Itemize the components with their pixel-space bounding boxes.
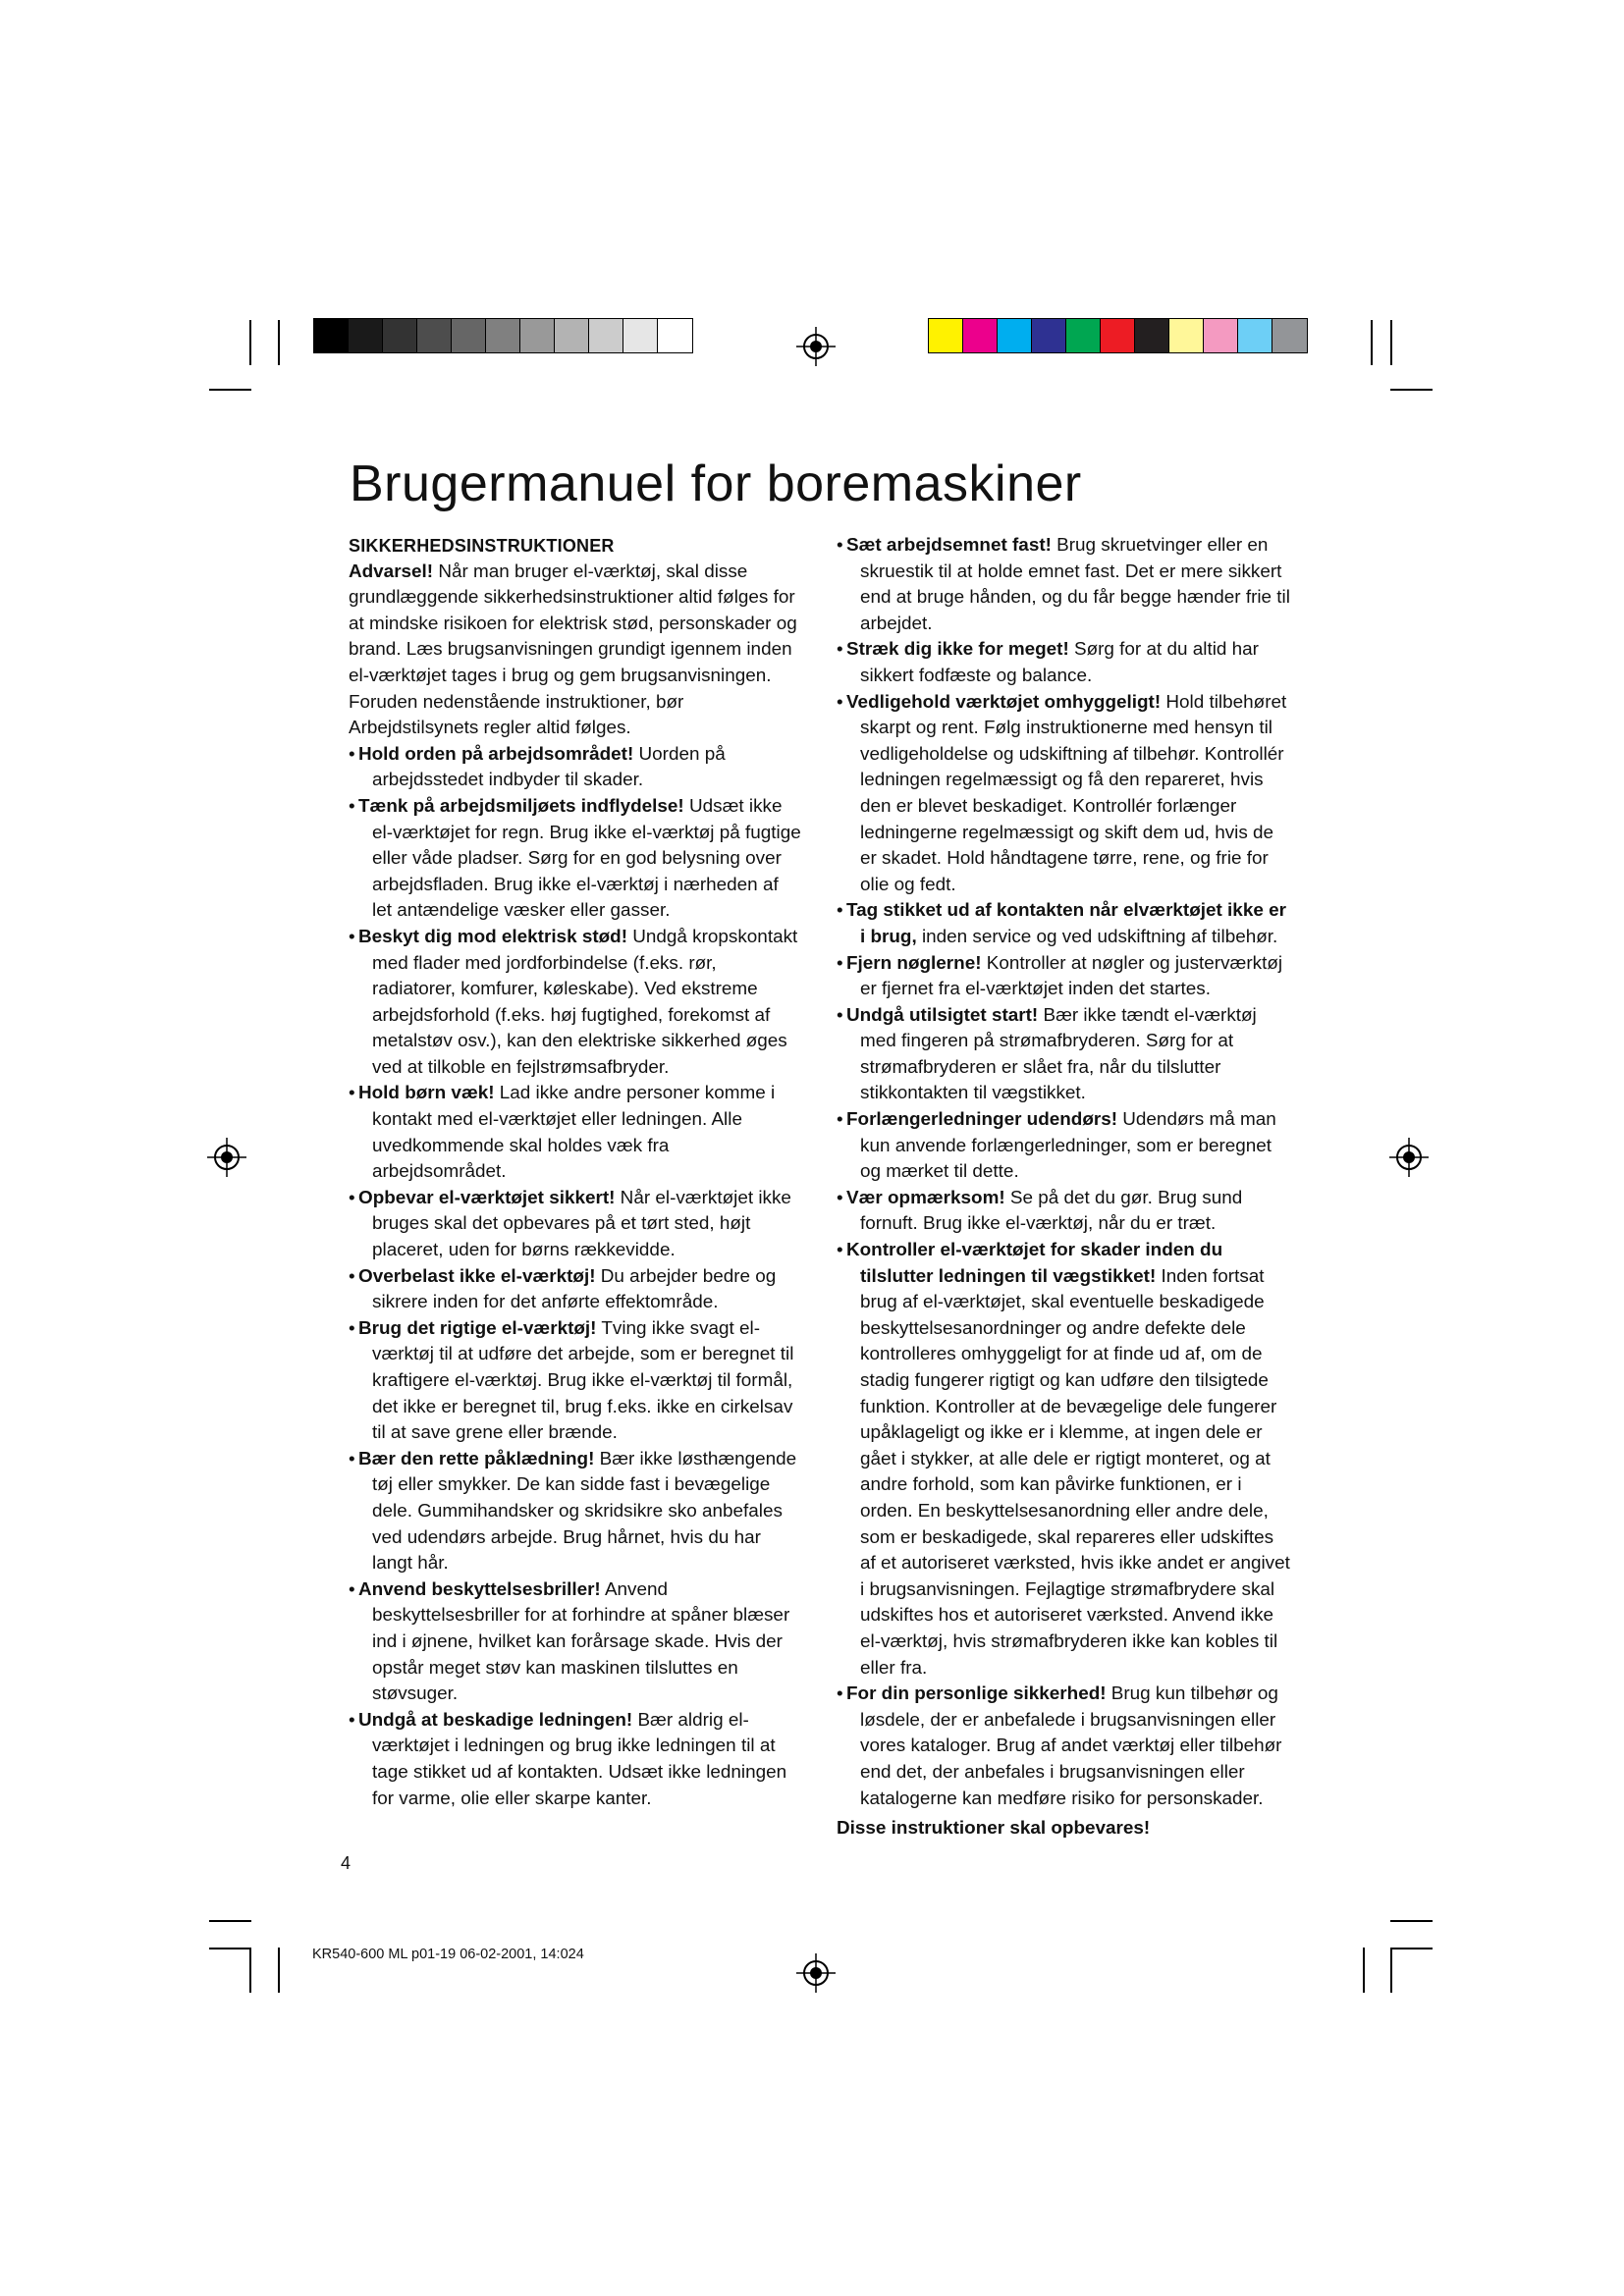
instruction-title: Tænk på arbejdsmiljøets indflydelse!: [358, 795, 684, 817]
instruction-item: [837, 1682, 1290, 1812]
instruction-text: Udendørs må man kun anvende forlængerledninger, som er beregnet og mærket til dette.: [860, 1109, 1276, 1183]
page-title: Brugermanuel for boremaskiner: [350, 455, 1082, 512]
gray-calibration-bar: [313, 318, 693, 353]
instruction-title: Fjern nøglerne!: [846, 952, 982, 974]
color-swatch: [314, 319, 349, 352]
closing-note: Disse instruktioner skal opbevares!: [837, 1818, 1151, 1840]
instruction-text: Du arbejder bedre og sikrere inden for det anførte effektområde.: [372, 1265, 777, 1313]
crop-mark: [249, 320, 251, 365]
instruction-item: [349, 925, 802, 1082]
instruction-text: Anvend beskyttelsesbriller for at forhindre at spåner blæser ind i øjnene, hvilket kan forårsage skade. Hvis der opstår meget støv kan maskinen tilsluttes en støvsuger.: [372, 1578, 790, 1705]
instruction-item: [349, 1316, 802, 1447]
instruction-item: [349, 1447, 802, 1577]
bullet-icon: •: [349, 1083, 355, 1104]
instruction-title: Stræk dig ikke for meget!: [846, 639, 1069, 661]
crop-mark: [278, 320, 280, 365]
color-swatch: [520, 319, 555, 352]
instruction-title: Sæt arbejdsemnet fast!: [846, 535, 1052, 556]
crop-mark: [1363, 1948, 1365, 1993]
bullet-icon: •: [349, 1317, 355, 1339]
instruction-item: [349, 1081, 802, 1185]
bullet-icon: •: [837, 900, 843, 922]
intro-paragraph: [349, 560, 802, 690]
instruction-item: [837, 1107, 1290, 1186]
crop-mark: [209, 1948, 251, 1949]
instruction-title: Kontroller el-værktøjet for skader inden du tilslutter ledningen til vægstikket!: [846, 1240, 1223, 1287]
color-swatch: [963, 319, 998, 352]
instruction-item: [837, 533, 1290, 637]
instruction-text: Inden fortsat brug af el-værktøjet, skal eventuelle beskadigede beskyttelsesanordninger og andre defekte dele kontrolleres omhyggeligt for at finde ud af, om de stadig fungerer rigtigt og kan udføre den tilsigtede funktion. Kontroller at de bevægelige dele fungerer upåklageligt og ikke er i klemme, at ingen dele er gået i stykker, at alle dele er rigtigt monteret, og at andre forhold, som kan påvirke funktionen, er i orden. En beskyttelsesanordning eller andre dele, som er beskadigede, skal repareres eller udskiftes af et autoriseret værksted, hvis ikke andet er angivet i brugsanvisningen. Fejlagtige strømafbrydere skal udskiftes hos et autoriseret værksted. Anvend ikke el-værktøj, hvis strømafbryderen ikke kan kobles til eller fra.: [860, 1265, 1290, 1679]
instruction-item: [837, 898, 1290, 950]
bullet-icon: •: [837, 1109, 843, 1131]
instruction-text: Bær ikke løsthængende tøj eller smykker. De kan sidde fast i bevægelige dele. Gummihandsker og skridsikre sko anbefales ved udendørs arbejde. Brug hårnet, hvis du har langt hår.: [372, 1448, 797, 1575]
instruction-item: [349, 1577, 802, 1708]
bullet-icon: •: [349, 1578, 355, 1600]
instruction-title: Hold orden på arbejdsområdet!: [358, 743, 634, 765]
color-swatch: [1169, 319, 1204, 352]
crop-mark: [209, 389, 251, 391]
instruction-text: Se på det du gør. Brug sund fornuft. Brug ikke el-værktøj, når du er træt.: [860, 1187, 1243, 1235]
crop-mark: [1390, 320, 1392, 365]
bullet-icon: •: [837, 1683, 843, 1705]
registration-mark-icon: [1387, 1136, 1431, 1179]
instruction-item: [837, 690, 1290, 899]
instruction-title: Beskyt dig mod elektrisk stød!: [358, 926, 627, 947]
instruction-title: Brug det rigtige el-værktøj!: [358, 1317, 597, 1339]
color-swatch: [1238, 319, 1272, 352]
bullet-icon: •: [349, 1448, 355, 1469]
bullet-icon: •: [837, 1187, 843, 1208]
registration-mark-icon: [205, 1136, 248, 1179]
instruction-item: [349, 742, 802, 794]
bullet-icon: •: [837, 691, 843, 713]
intro-text: Når man bruger el-værktøj, skal disse grundlæggende sikkerhedsinstruktioner altid følges for at mindske risikoen for elektrisk stød, personskader og brand. Læs brugsanvisningen grundigt igennem inden el-værktøjet tages i brug og gem brugsanvisningen.: [349, 561, 797, 686]
crop-mark: [209, 1920, 251, 1922]
color-swatch: [417, 319, 452, 352]
crop-mark: [249, 1948, 251, 1993]
instruction-text: Brug kun tilbehør og løsdele, der er anbefalede i brugsanvisningen eller vores kataloger. Brug af andet værktøj eller tilbehør end det, der anbefales i brugsanvisningen eller katalogerne kan medføre risiko for personskader.: [860, 1683, 1282, 1809]
color-swatch: [452, 319, 486, 352]
color-swatch: [998, 319, 1032, 352]
warning-lead: Advarsel!: [349, 561, 434, 582]
instruction-title: Hold børn væk!: [358, 1083, 495, 1104]
registration-mark-icon: [794, 325, 838, 368]
right-column: [837, 533, 1290, 1842]
color-swatch: [383, 319, 417, 352]
color-calibration-bar: [928, 318, 1308, 353]
page-number: 4: [341, 1853, 352, 1873]
instruction-text: Lad ikke andre personer komme i kontakt med el-værktøjet eller ledningen. Alle uvedkommende skal holdes væk fra arbejdsområdet.: [372, 1083, 776, 1183]
instruction-title: Vær opmærksom!: [846, 1187, 1005, 1208]
instruction-item: [349, 794, 802, 925]
bullet-icon: •: [837, 1240, 843, 1261]
right-instruction-list: [837, 533, 1290, 1812]
instruction-text: Sørg for at du altid har sikkert fodfæste og balance.: [860, 639, 1259, 686]
color-swatch: [1032, 319, 1066, 352]
instruction-title: Vedligehold værktøjet omhyggeligt!: [846, 691, 1162, 713]
instruction-item: [837, 1003, 1290, 1107]
instruction-text: Uorden på arbejdsstedet indbyder til skader.: [372, 743, 726, 791]
instruction-title: Bær den rette påklædning!: [358, 1448, 595, 1469]
crop-mark: [1390, 1948, 1433, 1949]
instruction-title: Overbelast ikke el-værktøj!: [358, 1265, 596, 1287]
instruction-item: [837, 951, 1290, 1003]
color-swatch: [1101, 319, 1135, 352]
bullet-icon: •: [349, 743, 355, 765]
instruction-text: Udsæt ikke el-værktøjet for regn. Brug ikke el-værktøj på fugtige eller våde pladser. Sørg for en god belysning over arbejdsfladen. Brug ikke el-værktøj i nærheden af let antændelige væsker eller gasser.: [372, 795, 801, 922]
color-swatch: [1272, 319, 1307, 352]
color-swatch: [349, 319, 383, 352]
bullet-icon: •: [349, 926, 355, 947]
bullet-icon: •: [837, 1004, 843, 1026]
crop-mark: [1371, 320, 1373, 365]
bullet-icon: •: [837, 952, 843, 974]
color-swatch: [623, 319, 658, 352]
crop-mark: [1390, 1920, 1433, 1922]
print-footer: KR540-600 ML p01-19 06-02-2001, 14:024: [312, 1947, 584, 1962]
instruction-title: For din personlige sikkerhed!: [846, 1683, 1107, 1705]
instruction-text: Brug skruetvinger eller en skruestik til at holde emnet fast. Det er mere sikkert end at bruge hånden, og du får begge hænder frie til arbejdet.: [860, 535, 1290, 634]
bullet-icon: •: [349, 1709, 355, 1731]
bullet-icon: •: [349, 795, 355, 817]
left-column: [349, 533, 802, 1812]
color-swatch: [929, 319, 963, 352]
instruction-text: Undgå kropskontakt med flader med jordforbindelse (f.eks. rør, radiatorer, komfurer, køleskabe). Ved ekstreme arbejdsforhold (f.eks. høj fugtighed, forekomst af metalstøv osv.), kan den elektriske sikkerhed øges ved at tilkoble en fejlstrømsafbryder.: [372, 926, 798, 1078]
instruction-item: [349, 1186, 802, 1264]
bullet-icon: •: [349, 1265, 355, 1287]
instruction-text: Bær ikke tændt el-værktøj med fingeren på strømafbryderen. Sørg for at strømafbryderen er slået fra, når du tilslutter stikkontakten til vægstikket.: [860, 1004, 1257, 1104]
section-heading: SIKKERHEDSINSTRUKTIONER: [349, 536, 615, 556]
color-swatch: [589, 319, 623, 352]
crop-mark: [1390, 1948, 1392, 1993]
instruction-item: [837, 637, 1290, 689]
instruction-item: [837, 1186, 1290, 1238]
registration-mark-icon: [794, 1951, 838, 1995]
instruction-title: Tag stikket ud af kontakten når elværktøjet ikke er i brug,: [846, 900, 1286, 947]
left-instruction-list: [349, 742, 802, 1812]
color-swatch: [486, 319, 520, 352]
bullet-icon: •: [837, 535, 843, 556]
color-swatch: [658, 319, 692, 352]
instruction-item: [349, 1264, 802, 1316]
color-swatch: [555, 319, 589, 352]
instruction-title: Forlængerledninger udendørs!: [846, 1109, 1118, 1131]
instruction-title: Anvend beskyttelsesbriller!: [358, 1578, 601, 1600]
color-swatch: [1135, 319, 1169, 352]
instruction-title: Undgå utilsigtet start!: [846, 1004, 1039, 1026]
crop-mark: [1390, 389, 1433, 391]
instruction-title: Undgå at beskadige ledningen!: [358, 1709, 633, 1731]
intro-paragraph-2: Foruden nedenstående instruktioner, bør Arbejdstilsynets regler altid følges.: [349, 691, 684, 739]
instruction-item: [349, 1708, 802, 1812]
instruction-text: inden service og ved udskiftning af tilbehør.: [916, 926, 1278, 947]
instruction-text: Når el-værktøjet ikke bruges skal det opbevares på et tørt sted, højt placeret, uden for børns rækkevidde.: [372, 1187, 791, 1261]
instruction-text: Hold tilbehøret skarpt og rent. Følg instruktionerne med hensyn til vedligeholdelse og udskiftning af tilbehør. Kontrollér ledningen regelmæssigt og få den repareret, hvis den er blevet beskadiget. Kontrollér forlænger ledningerne regelmæssigt og skift dem ud, hvis de er skadet. Hold håndtagene tørre, rene, og frie for olie og fedt.: [860, 691, 1287, 895]
crop-mark: [278, 1948, 280, 1993]
bullet-icon: •: [837, 639, 843, 661]
instruction-text: Tving ikke svagt el-værktøj til at udføre det arbejde, som er beregnet til kraftigere el-værktøj. Brug ikke el-værktøj til formål, det ikke er beregnet til, brug f.eks. ikke en cirkelsav til at save grene eller brænde.: [372, 1317, 794, 1444]
instruction-item: [837, 1238, 1290, 1682]
color-swatch: [1066, 319, 1101, 352]
color-swatch: [1204, 319, 1238, 352]
bullet-icon: •: [349, 1187, 355, 1208]
instruction-title: Opbevar el-værktøjet sikkert!: [358, 1187, 616, 1208]
instruction-text: Bær aldrig el-værktøjet i ledningen og brug ikke ledningen til at tage stikket ud af kontakten. Udsæt ikke ledningen for varme, olie eller skarpe kanter.: [372, 1709, 787, 1809]
instruction-text: Kontroller at nøgler og justerværktøj er fjernet fra el-værktøjet inden det startes.: [860, 952, 1283, 1000]
